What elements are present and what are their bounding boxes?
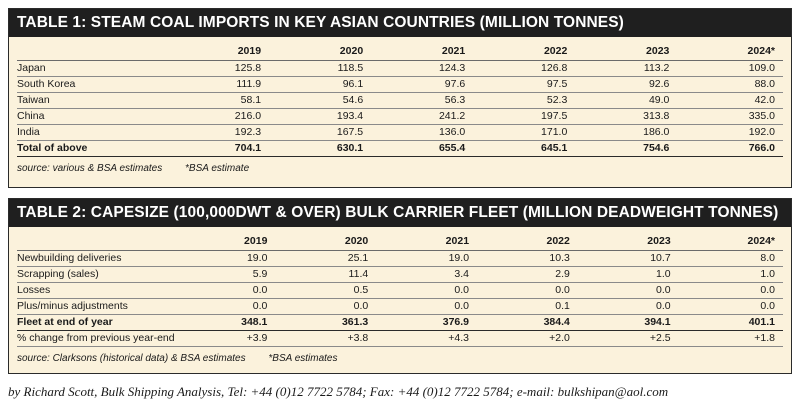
row-value: 0.0	[175, 283, 276, 299]
table-row	[17, 61, 783, 77]
table-row	[17, 141, 783, 157]
table1-year-header: 2020	[269, 37, 371, 61]
row-label: Fleet at end of year	[17, 315, 175, 331]
table1-grid	[17, 37, 783, 157]
row-value: 0.1	[477, 299, 578, 315]
table2-title: TABLE 2: CAPESIZE (100,000DWT & OVER) BULK CARRIER FLEET (MILLION DEADWEIGHT TONNES)	[9, 199, 791, 227]
row-value: 58.1	[167, 93, 269, 109]
row-label: Total of above	[17, 141, 167, 157]
row-label: Losses	[17, 283, 175, 299]
table1-source-text: source: various & BSA estimates	[17, 163, 163, 174]
table2-header-row	[17, 227, 783, 251]
row-value: 96.1	[269, 77, 371, 93]
row-value: 126.8	[473, 61, 575, 77]
table1-header-label	[17, 37, 167, 61]
row-value: 704.1	[167, 141, 269, 157]
table1-header-row	[17, 37, 783, 61]
table2-note-text: *BSA estimates	[268, 353, 338, 364]
row-value: 192.0	[677, 125, 783, 141]
row-label: Plus/minus adjustments	[17, 299, 175, 315]
table-row	[17, 331, 783, 347]
table2-year-header: 2019	[175, 227, 276, 251]
row-value: 118.5	[269, 61, 371, 77]
row-label: % change from previous year-end	[17, 331, 175, 347]
row-value: 1.0	[578, 267, 679, 283]
row-value: 0.0	[275, 299, 376, 315]
author-byline: by Richard Scott, Bulk Shipping Analysis, Tel: +44 (0)12 7722 5784; Fax: +44 (0)12 7722 5784; e-mail: bulkshipan@aol.com	[8, 384, 669, 399]
table2-year-header: 2024*	[679, 227, 783, 251]
table2-source	[17, 347, 783, 364]
row-value: 49.0	[575, 93, 677, 109]
table1-year-header: 2023	[575, 37, 677, 61]
row-value: +3.8	[275, 331, 376, 347]
row-value: 348.1	[175, 315, 276, 331]
row-value: 0.0	[578, 283, 679, 299]
row-value: 394.1	[578, 315, 679, 331]
row-value: 8.0	[679, 251, 783, 267]
row-label: India	[17, 125, 167, 141]
row-value: 192.3	[167, 125, 269, 141]
row-value: 42.0	[677, 93, 783, 109]
table-row	[17, 77, 783, 93]
row-value: 5.9	[175, 267, 276, 283]
row-value: 0.0	[376, 299, 477, 315]
table1-source	[17, 157, 783, 174]
table-row	[17, 125, 783, 141]
row-value: 1.0	[679, 267, 783, 283]
row-value: 766.0	[677, 141, 783, 157]
row-value: 0.0	[175, 299, 276, 315]
row-value: 241.2	[371, 109, 473, 125]
row-label: Newbuilding deliveries	[17, 251, 175, 267]
table-row	[17, 251, 783, 267]
table2-source-text: source: Clarksons (historical data) & BSA estimates	[17, 353, 246, 364]
row-value: +1.8	[679, 331, 783, 347]
row-value: 54.6	[269, 93, 371, 109]
row-value: 313.8	[575, 109, 677, 125]
capesize-fleet-table	[8, 198, 792, 374]
row-value: 171.0	[473, 125, 575, 141]
table1-year-header: 2019	[167, 37, 269, 61]
row-value: 136.0	[371, 125, 473, 141]
row-value: +4.3	[376, 331, 477, 347]
row-value: 655.4	[371, 141, 473, 157]
steam-coal-imports-table	[8, 8, 792, 188]
row-label: Scrapping (sales)	[17, 267, 175, 283]
row-value: 630.1	[269, 141, 371, 157]
row-value: 56.3	[371, 93, 473, 109]
row-value: 97.6	[371, 77, 473, 93]
table-row	[17, 283, 783, 299]
row-value: 376.9	[376, 315, 477, 331]
row-value: 111.9	[167, 77, 269, 93]
table2-year-header: 2020	[275, 227, 376, 251]
row-value: 11.4	[275, 267, 376, 283]
row-value: 193.4	[269, 109, 371, 125]
row-value: 0.0	[679, 299, 783, 315]
row-label: Japan	[17, 61, 167, 77]
row-value: 754.6	[575, 141, 677, 157]
row-value: 645.1	[473, 141, 575, 157]
row-label: South Korea	[17, 77, 167, 93]
table2-year-header: 2021	[376, 227, 477, 251]
row-value: 10.7	[578, 251, 679, 267]
row-value: 0.0	[679, 283, 783, 299]
table-row	[17, 299, 783, 315]
row-value: 401.1	[679, 315, 783, 331]
row-value: 0.0	[578, 299, 679, 315]
table2-header-label	[17, 227, 175, 251]
row-label: China	[17, 109, 167, 125]
row-value: 109.0	[677, 61, 783, 77]
table1-year-header: 2021	[371, 37, 473, 61]
row-value: 92.6	[575, 77, 677, 93]
row-value: 0.5	[275, 283, 376, 299]
row-value: 3.4	[376, 267, 477, 283]
table-row	[17, 267, 783, 283]
row-value: 25.1	[275, 251, 376, 267]
row-value: 2.9	[477, 267, 578, 283]
row-value: 113.2	[575, 61, 677, 77]
table2-year-header: 2023	[578, 227, 679, 251]
row-label: Taiwan	[17, 93, 167, 109]
row-value: +3.9	[175, 331, 276, 347]
table-row	[17, 109, 783, 125]
row-value: 97.5	[473, 77, 575, 93]
row-value: 0.0	[376, 283, 477, 299]
row-value: 52.3	[473, 93, 575, 109]
row-value: 216.0	[167, 109, 269, 125]
table1-note-text: *BSA estimate	[185, 163, 250, 174]
table-row	[17, 93, 783, 109]
row-value: 197.5	[473, 109, 575, 125]
row-value: 88.0	[677, 77, 783, 93]
row-value: 167.5	[269, 125, 371, 141]
row-value: 186.0	[575, 125, 677, 141]
row-value: 10.3	[477, 251, 578, 267]
row-value: +2.5	[578, 331, 679, 347]
row-value: 335.0	[677, 109, 783, 125]
row-value: 19.0	[376, 251, 477, 267]
table-row	[17, 315, 783, 331]
row-value: +2.0	[477, 331, 578, 347]
table1-year-header: 2022	[473, 37, 575, 61]
table2-year-header: 2022	[477, 227, 578, 251]
table1-title: TABLE 1: STEAM COAL IMPORTS IN KEY ASIAN COUNTRIES (MILLION TONNES)	[9, 9, 791, 37]
row-value: 384.4	[477, 315, 578, 331]
row-value: 19.0	[175, 251, 276, 267]
row-value: 361.3	[275, 315, 376, 331]
table1-year-header: 2024*	[677, 37, 783, 61]
table2-grid	[17, 227, 783, 347]
row-value: 125.8	[167, 61, 269, 77]
row-value: 0.0	[477, 283, 578, 299]
row-value: 124.3	[371, 61, 473, 77]
